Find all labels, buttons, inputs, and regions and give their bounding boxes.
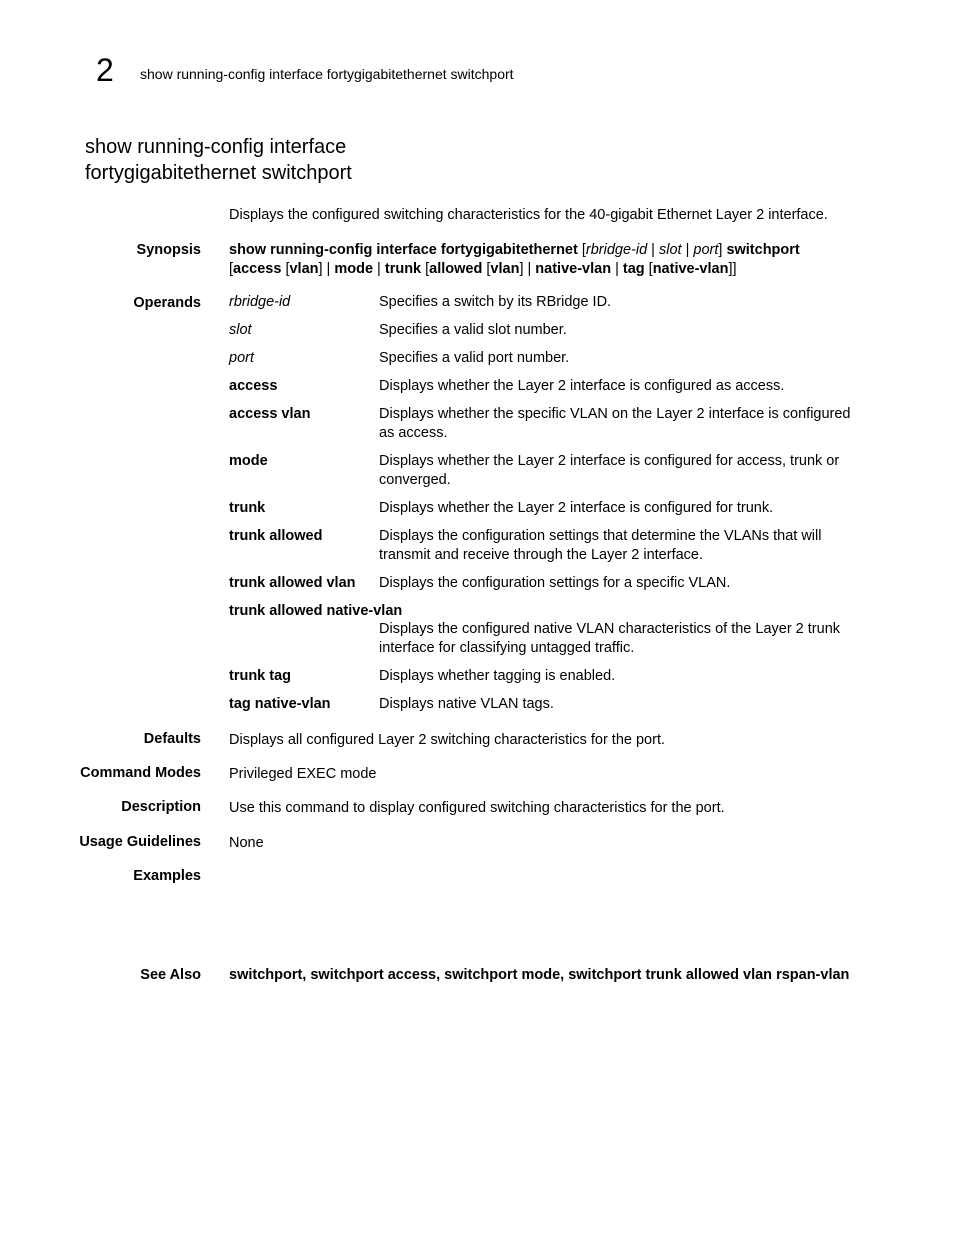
syn-punct: [ bbox=[482, 261, 491, 277]
syn-trunk: trunk bbox=[384, 261, 422, 277]
operand-row bbox=[229, 377, 869, 396]
operand-desc: Specifies a switch by its RBridge ID. bbox=[379, 294, 612, 310]
syn-access: access bbox=[233, 261, 282, 277]
syn-native-vlan: native-vlan bbox=[652, 261, 729, 277]
operand-row bbox=[229, 452, 869, 490]
syn-vlan: vlan bbox=[490, 261, 520, 277]
running-header: show running-config interface fortygigabitethernet switchport bbox=[140, 66, 514, 82]
see-also-links[interactable]: switchport, switchport access, switchport mode, switchport trunk allowed vlan rspan-vlan bbox=[229, 967, 850, 983]
syn-native-vlan: native-vlan bbox=[535, 261, 612, 277]
usage-guidelines-text: None bbox=[229, 835, 264, 851]
defaults-text: Displays all configured Layer 2 switching characteristics for the port. bbox=[229, 732, 665, 748]
operand-desc: Displays whether the Layer 2 interface is configured as access. bbox=[379, 378, 785, 394]
syn-punct: | bbox=[373, 261, 385, 277]
operand-desc: Displays whether tagging is enabled. bbox=[379, 668, 616, 684]
syn-cmd: show running-config interface fortygigabitethernet bbox=[229, 242, 578, 258]
operand-row bbox=[229, 574, 869, 593]
operand-desc: Displays whether the Layer 2 interface is configured for trunk. bbox=[379, 500, 774, 516]
syn-punct: ] | bbox=[318, 261, 335, 277]
operand-row bbox=[229, 405, 869, 443]
operand-desc: Displays the configuration settings for a specific VLAN. bbox=[379, 575, 731, 591]
command-modes-text: Privileged EXEC mode bbox=[229, 766, 377, 782]
syn-port: port bbox=[693, 242, 719, 258]
operand-term: access vlan bbox=[229, 406, 311, 422]
operand-desc: Specifies a valid slot number. bbox=[379, 322, 567, 338]
operand-term: mode bbox=[229, 453, 268, 469]
operand-term: trunk tag bbox=[229, 668, 292, 684]
operand-term: tag native-vlan bbox=[229, 696, 331, 712]
description-label: Description bbox=[121, 799, 201, 815]
syn-punct: ] | bbox=[519, 261, 536, 277]
operand-term: port bbox=[229, 350, 254, 366]
operand-row bbox=[229, 667, 869, 686]
operand-desc: Displays whether the Layer 2 interface is configured for access, trunk or converged. bbox=[379, 453, 840, 488]
operand-row bbox=[229, 321, 869, 340]
operand-row bbox=[229, 695, 869, 714]
operands-list bbox=[229, 293, 869, 723]
syn-punct: [ bbox=[229, 261, 234, 277]
operand-term: rbridge-id bbox=[229, 294, 291, 310]
operand-row bbox=[229, 527, 869, 565]
description-text: Use this command to display configured switching characteristics for the port. bbox=[229, 800, 725, 816]
syn-tag: tag bbox=[622, 261, 645, 277]
intro-text: Displays the configured switching characteristics for the 40-gigabit Ethernet Layer 2 interface. bbox=[229, 207, 828, 223]
operand-row bbox=[229, 293, 869, 312]
syn-punct: [ bbox=[577, 242, 586, 258]
syn-rbridge: rbridge-id bbox=[585, 242, 648, 258]
syn-punct: [ bbox=[644, 261, 653, 277]
operand-desc: Displays the configuration settings that determine the VLANs that will transmit and receive through the Layer 2 interface. bbox=[379, 528, 822, 563]
syn-punct: [ bbox=[421, 261, 430, 277]
operand-term: trunk bbox=[229, 500, 266, 516]
syn-slot: slot bbox=[658, 242, 682, 258]
operand-desc: Specifies a valid port number. bbox=[379, 350, 570, 366]
syn-punct: ]] bbox=[728, 261, 737, 277]
chapter-number: 2 bbox=[96, 52, 114, 88]
syn-mode: mode bbox=[334, 261, 374, 277]
examples-label: Examples bbox=[133, 868, 201, 884]
syn-vlan: vlan bbox=[289, 261, 319, 277]
see-also-label: See Also bbox=[140, 967, 201, 983]
operand-desc: Displays native VLAN tags. bbox=[379, 696, 554, 712]
syn-punct: | bbox=[647, 242, 659, 258]
synopsis-text bbox=[229, 241, 869, 279]
operand-term: slot bbox=[229, 322, 252, 338]
usage-guidelines-label: Usage Guidelines bbox=[79, 834, 201, 850]
operand-term: trunk allowed bbox=[229, 528, 323, 544]
operand-term: trunk allowed native-vlan bbox=[229, 603, 403, 619]
operand-row bbox=[229, 499, 869, 518]
syn-allowed: allowed bbox=[429, 261, 483, 277]
operand-row bbox=[229, 602, 869, 658]
page-title: show running-config interface fortygigabitethernet switchport bbox=[85, 136, 352, 184]
syn-punct: [ bbox=[281, 261, 290, 277]
operands-label: Operands bbox=[133, 295, 201, 311]
syn-punct: | bbox=[611, 261, 623, 277]
operand-desc: Displays the configured native VLAN characteristics of the Layer 2 trunk interface for classifying untagged traffic. bbox=[379, 621, 841, 656]
defaults-label: Defaults bbox=[143, 731, 201, 747]
operand-term: access bbox=[229, 378, 278, 394]
synopsis-label: Synopsis bbox=[136, 242, 201, 258]
operand-term: trunk allowed vlan bbox=[229, 575, 356, 591]
operand-desc: Displays whether the specific VLAN on the Layer 2 interface is configured as access. bbox=[379, 406, 851, 441]
syn-punct: ] bbox=[718, 242, 727, 258]
syn-switchport: switchport bbox=[726, 242, 800, 258]
operand-row bbox=[229, 349, 869, 368]
syn-punct: | bbox=[681, 242, 694, 258]
command-modes-label: Command Modes bbox=[80, 765, 201, 781]
